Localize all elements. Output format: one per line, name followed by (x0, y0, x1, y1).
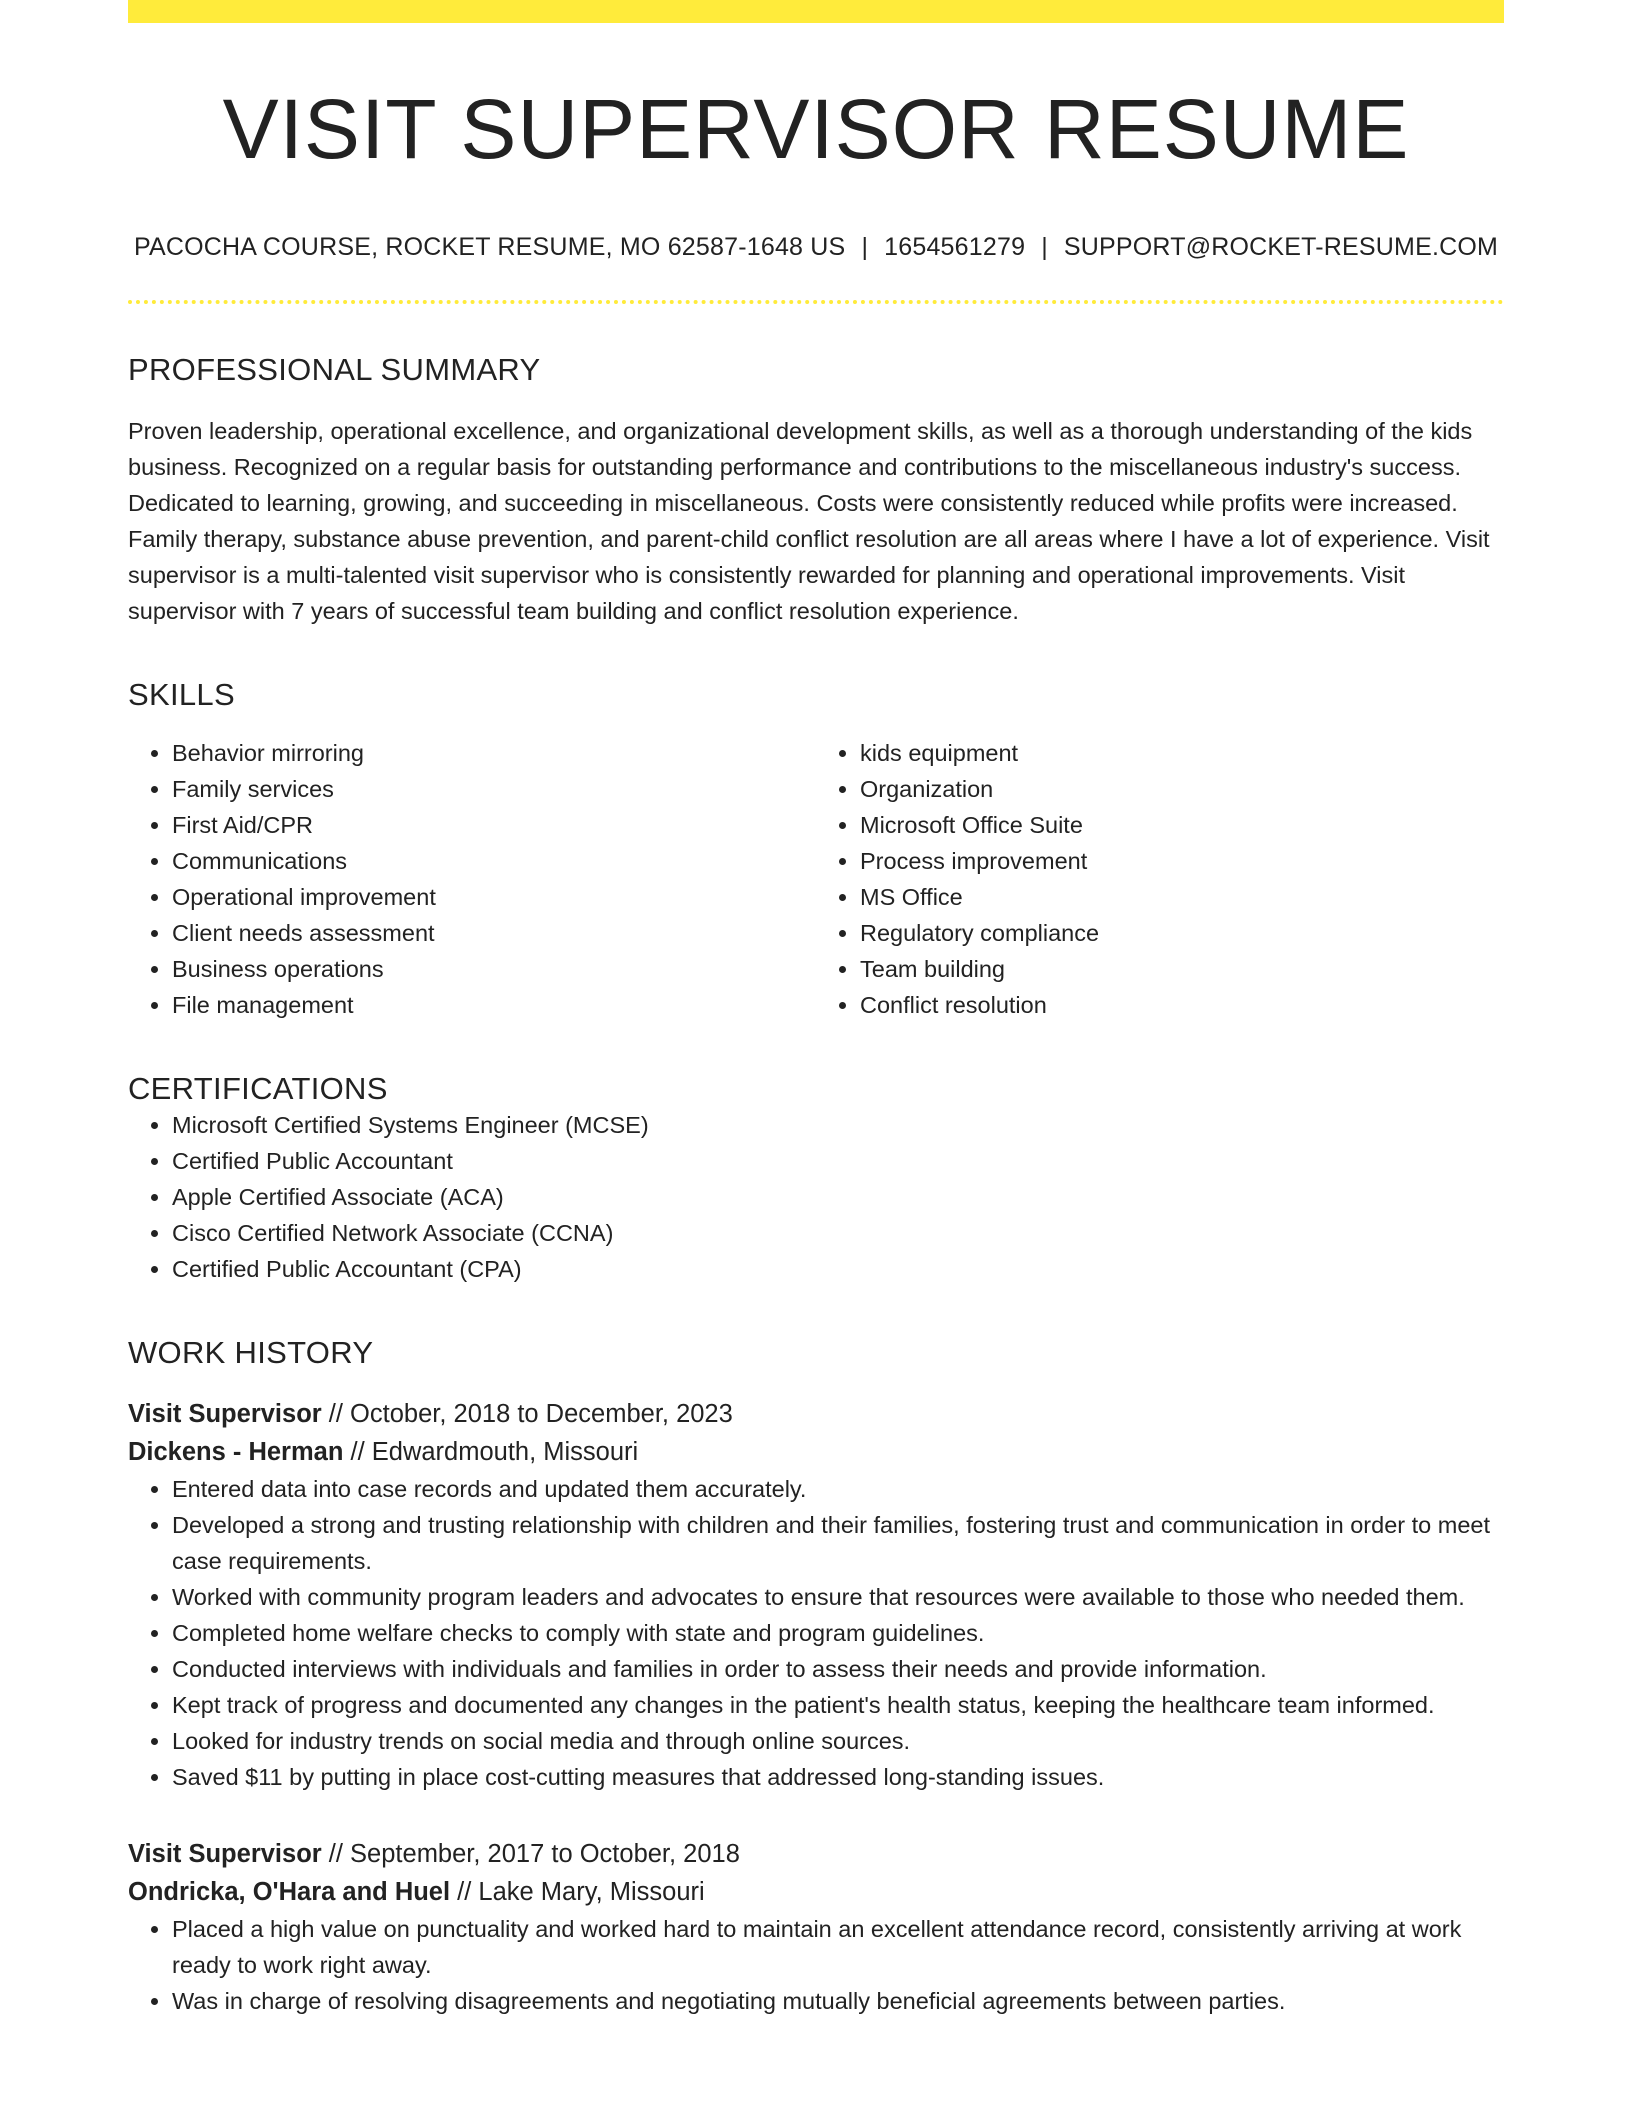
job-company-line (128, 1433, 1504, 1471)
job-title-line (128, 1835, 1504, 1873)
job-bullet: • Conducted interviews with individuals and families in order to assess their needs and provide information. (172, 1651, 1504, 1687)
job-title: Visit Supervisor (128, 1840, 322, 1869)
job-title-line (128, 1395, 1504, 1433)
job-dates: // September, 2017 to October, 2018 (328, 1840, 740, 1869)
skill-item: • Operational improvement (172, 879, 816, 915)
skill-item: • Microsoft Office Suite (860, 807, 1504, 843)
job-entry (128, 1395, 1504, 1795)
skill-item: • Client needs assessment (172, 915, 816, 951)
job-title: Visit Supervisor (128, 1400, 322, 1429)
certifications-heading: CERTIFICATIONS (128, 1071, 388, 1107)
job-bullet: • Saved $11 by putting in place cost-cutting measures that addressed long-standing issues. (172, 1759, 1504, 1795)
job-dates: // October, 2018 to December, 2023 (328, 1400, 733, 1429)
job-bullet: • Developed a strong and trusting relationship with children and their families, fostering trust and communication in order to meet case requirements. (172, 1507, 1504, 1579)
skill-item: • Process improvement (860, 843, 1504, 879)
job-bullet: • Worked with community program leaders and advocates to ensure that resources were available to those who needed them. (172, 1579, 1504, 1615)
job-company: Dickens - Herman (128, 1438, 344, 1467)
job-location: // Edwardmouth, Missouri (350, 1438, 639, 1467)
skills-list-right (816, 735, 1504, 1023)
job-bullet: • Looked for industry trends on social media and through online sources. (172, 1723, 1504, 1759)
job-bullet: • Entered data into case records and updated them accurately. (172, 1471, 1504, 1507)
work-history-heading: WORK HISTORY (128, 1335, 374, 1371)
job-bullet: • Completed home welfare checks to comply with state and program guidelines. (172, 1615, 1504, 1651)
resume-page (128, 0, 1504, 2019)
job-bullets (128, 1471, 1504, 1795)
job-bullet: • Placed a high value on punctuality and worked hard to maintain an excellent attendance record, consistently arriving at work ready to work right away. (172, 1911, 1504, 1983)
job-entry (128, 1835, 1504, 2019)
page-title: VISIT SUPERVISOR RESUME (222, 82, 1410, 176)
contact-line (128, 233, 1504, 262)
skill-item: • Communications (172, 843, 816, 879)
skill-item: • MS Office (860, 879, 1504, 915)
job-company: Ondricka, O'Hara and Huel (128, 1878, 451, 1907)
skill-item: • Behavior mirroring (172, 735, 816, 771)
job-location: // Lake Mary, Missouri (457, 1878, 705, 1907)
skills-columns (128, 735, 1504, 1023)
contact-phone: 1654561279 (884, 233, 1026, 262)
skill-item: • Conflict resolution (860, 987, 1504, 1023)
job-bullet: • Kept track of progress and documented any changes in the patient's health status, keeping the healthcare team informed. (172, 1687, 1504, 1723)
skill-item: • File management (172, 987, 816, 1023)
contact-email: SUPPORT@ROCKET-RESUME.COM (1063, 233, 1499, 262)
certification-item: • Cisco Certified Network Associate (CCNA) (172, 1215, 1504, 1251)
certification-item: • Apple Certified Associate (ACA) (172, 1179, 1504, 1215)
skills-list-left (128, 735, 816, 1023)
skill-item: • Business operations (172, 951, 816, 987)
skills-heading: SKILLS (128, 677, 235, 713)
skill-item: • Team building (860, 951, 1504, 987)
certification-item: • Certified Public Accountant (CPA) (172, 1251, 1504, 1287)
skill-item: • First Aid/CPR (172, 807, 816, 843)
dotted-divider (128, 300, 1504, 304)
certification-item: • Microsoft Certified Systems Engineer (MCSE) (172, 1107, 1504, 1143)
contact-separator: | (861, 233, 869, 262)
summary-heading: PROFESSIONAL SUMMARY (128, 352, 541, 388)
job-bullets (128, 1911, 1504, 2019)
top-accent-bar (128, 0, 1504, 23)
skill-item: • Regulatory compliance (860, 915, 1504, 951)
contact-separator: | (1041, 233, 1048, 262)
contact-address: PACOCHA COURSE, ROCKET RESUME, MO 62587-1648 US (133, 233, 846, 262)
skill-item: • Organization (860, 771, 1504, 807)
summary-text: Proven leadership, operational excellence, and organizational development skills, as well as a thorough understanding of the kids business. Recognized on a regular basis for outstanding performance and contributions to the miscellaneous industry's success. Dedicated to learning, growing, and succeeding in miscellaneous. Costs were consistently reduced while profits were increased. Family therapy, substance abuse prevention, and parent-child conflict resolution are all areas where I have a lot of experience. Visit supervisor is a multi-talented visit supervisor who is consistently rewarded for planning and operational improvements. Visit supervisor with 7 years of successful team building and conflict resolution experience. (128, 418, 1490, 625)
certification-item: • Certified Public Accountant (172, 1143, 1504, 1179)
job-bullet: • Was in charge of resolving disagreements and negotiating mutually beneficial agreements between parties. (172, 1983, 1504, 2019)
certifications-list (128, 1107, 1504, 1287)
job-company-line (128, 1873, 1504, 1911)
skill-item: • Family services (172, 771, 816, 807)
skill-item: • kids equipment (860, 735, 1504, 771)
